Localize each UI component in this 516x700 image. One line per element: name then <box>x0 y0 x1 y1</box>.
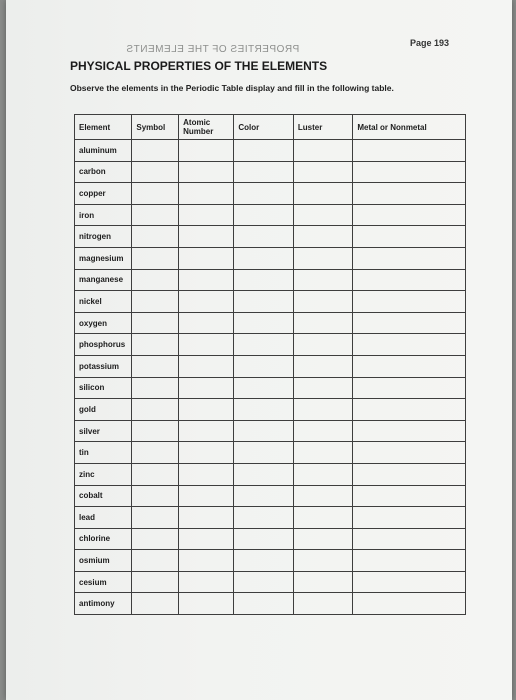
worksheet-page <box>6 0 512 700</box>
element-name-cell: zinc <box>75 463 132 485</box>
luster-cell[interactable] <box>293 355 353 377</box>
table-row <box>75 334 466 356</box>
luster-cell[interactable] <box>293 247 353 269</box>
element-name-cell: tin <box>75 442 132 464</box>
symbol-cell[interactable] <box>132 571 179 593</box>
table-row <box>75 140 466 162</box>
atomic-number-cell[interactable] <box>179 571 234 593</box>
header-symbol: Symbol <box>132 115 179 140</box>
atomic-number-cell[interactable] <box>179 269 234 291</box>
element-name-cell: antimony <box>75 593 132 615</box>
element-name-cell: cesium <box>75 571 132 593</box>
table-row <box>75 507 466 529</box>
element-name-cell: cobalt <box>75 485 132 507</box>
color-cell[interactable] <box>234 485 294 507</box>
luster-cell[interactable] <box>293 226 353 248</box>
symbol-cell[interactable] <box>132 420 179 442</box>
luster-cell[interactable] <box>293 420 353 442</box>
symbol-cell[interactable] <box>132 312 179 334</box>
symbol-cell[interactable] <box>132 269 179 291</box>
symbol-cell[interactable] <box>132 593 179 615</box>
luster-cell[interactable] <box>293 334 353 356</box>
color-cell[interactable] <box>234 593 294 615</box>
metal-or-nonmetal-cell[interactable] <box>353 312 466 334</box>
element-name-cell: nitrogen <box>75 226 132 248</box>
metal-or-nonmetal-cell[interactable] <box>353 183 466 205</box>
color-cell[interactable] <box>234 420 294 442</box>
element-name-cell: osmium <box>75 550 132 572</box>
table-row <box>75 291 466 313</box>
color-cell[interactable] <box>234 161 294 183</box>
metal-or-nonmetal-cell[interactable] <box>353 161 466 183</box>
symbol-cell[interactable] <box>132 399 179 421</box>
color-cell[interactable] <box>234 247 294 269</box>
atomic-number-cell[interactable] <box>179 355 234 377</box>
header-luster: Luster <box>293 115 353 140</box>
color-cell[interactable] <box>234 399 294 421</box>
color-cell[interactable] <box>234 269 294 291</box>
atomic-number-cell[interactable] <box>179 183 234 205</box>
luster-cell[interactable] <box>293 528 353 550</box>
atomic-number-cell[interactable] <box>179 420 234 442</box>
symbol-cell[interactable] <box>132 442 179 464</box>
atomic-number-cell[interactable] <box>179 247 234 269</box>
symbol-cell[interactable] <box>132 247 179 269</box>
atomic-number-cell[interactable] <box>179 485 234 507</box>
metal-or-nonmetal-cell[interactable] <box>353 226 466 248</box>
metal-or-nonmetal-cell[interactable] <box>353 442 466 464</box>
element-name-cell: magnesium <box>75 247 132 269</box>
luster-cell[interactable] <box>293 183 353 205</box>
metal-or-nonmetal-cell[interactable] <box>353 485 466 507</box>
table-row <box>75 442 466 464</box>
table-row <box>75 312 466 334</box>
luster-cell[interactable] <box>293 507 353 529</box>
atomic-number-cell[interactable] <box>179 312 234 334</box>
luster-cell[interactable] <box>293 571 353 593</box>
element-name-cell: silicon <box>75 377 132 399</box>
table-row <box>75 161 466 183</box>
metal-or-nonmetal-cell[interactable] <box>353 204 466 226</box>
metal-or-nonmetal-cell[interactable] <box>353 291 466 313</box>
header-metal-or-nonmetal: Metal or Nonmetal <box>353 115 466 140</box>
atomic-number-cell[interactable] <box>179 399 234 421</box>
symbol-cell[interactable] <box>132 528 179 550</box>
atomic-number-cell[interactable] <box>179 463 234 485</box>
color-cell[interactable] <box>234 312 294 334</box>
elements-table <box>74 114 466 615</box>
element-name-cell: copper <box>75 183 132 205</box>
metal-or-nonmetal-cell[interactable] <box>353 247 466 269</box>
metal-or-nonmetal-cell[interactable] <box>353 550 466 572</box>
metal-or-nonmetal-cell[interactable] <box>353 269 466 291</box>
luster-cell[interactable] <box>293 593 353 615</box>
element-name-cell: gold <box>75 399 132 421</box>
table-row <box>75 485 466 507</box>
color-cell[interactable] <box>234 507 294 529</box>
table-row <box>75 420 466 442</box>
atomic-number-cell[interactable] <box>179 140 234 162</box>
header-element: Element <box>75 115 132 140</box>
element-name-cell: oxygen <box>75 312 132 334</box>
header-color: Color <box>234 115 294 140</box>
symbol-cell[interactable] <box>132 377 179 399</box>
bleed-through-text: PROPERTIES OF THE ELEMENTS <box>126 44 300 55</box>
table-row <box>75 399 466 421</box>
luster-cell[interactable] <box>293 485 353 507</box>
color-cell[interactable] <box>234 204 294 226</box>
atomic-number-cell[interactable] <box>179 593 234 615</box>
metal-or-nonmetal-cell[interactable] <box>353 399 466 421</box>
metal-or-nonmetal-cell[interactable] <box>353 571 466 593</box>
color-cell[interactable] <box>234 571 294 593</box>
color-cell[interactable] <box>234 183 294 205</box>
metal-or-nonmetal-cell[interactable] <box>353 355 466 377</box>
page-number: Page 193 <box>410 38 450 48</box>
element-name-cell: manganese <box>75 269 132 291</box>
metal-or-nonmetal-cell[interactable] <box>353 528 466 550</box>
luster-cell[interactable] <box>293 399 353 421</box>
color-cell[interactable] <box>234 226 294 248</box>
atomic-number-cell[interactable] <box>179 226 234 248</box>
table-row <box>75 377 466 399</box>
symbol-cell[interactable] <box>132 463 179 485</box>
table-row <box>75 550 466 572</box>
luster-cell[interactable] <box>293 140 353 162</box>
table-header-row <box>75 115 466 140</box>
luster-cell[interactable] <box>293 269 353 291</box>
color-cell[interactable] <box>234 528 294 550</box>
symbol-cell[interactable] <box>132 507 179 529</box>
header-atomic-number: Atomic Number <box>179 115 234 140</box>
atomic-number-cell[interactable] <box>179 507 234 529</box>
luster-cell[interactable] <box>293 377 353 399</box>
color-cell[interactable] <box>234 463 294 485</box>
metal-or-nonmetal-cell[interactable] <box>353 507 466 529</box>
element-name-cell: carbon <box>75 161 132 183</box>
symbol-cell[interactable] <box>132 161 179 183</box>
symbol-cell[interactable] <box>132 204 179 226</box>
element-name-cell: lead <box>75 507 132 529</box>
atomic-number-cell[interactable] <box>179 161 234 183</box>
luster-cell[interactable] <box>293 291 353 313</box>
metal-or-nonmetal-cell[interactable] <box>353 334 466 356</box>
color-cell[interactable] <box>234 140 294 162</box>
element-name-cell: phosphorus <box>75 334 132 356</box>
table-row <box>75 463 466 485</box>
atomic-number-cell[interactable] <box>179 291 234 313</box>
color-cell[interactable] <box>234 377 294 399</box>
page-title: PHYSICAL PROPERTIES OF THE ELEMENTS <box>70 59 328 73</box>
table-row <box>75 226 466 248</box>
element-name-cell: potassium <box>75 355 132 377</box>
symbol-cell[interactable] <box>132 226 179 248</box>
luster-cell[interactable] <box>293 312 353 334</box>
color-cell[interactable] <box>234 291 294 313</box>
symbol-cell[interactable] <box>132 355 179 377</box>
luster-cell[interactable] <box>293 463 353 485</box>
metal-or-nonmetal-cell[interactable] <box>353 463 466 485</box>
instructions: Observe the elements in the Periodic Table display and fill in the following table. <box>70 83 394 93</box>
symbol-cell[interactable] <box>132 183 179 205</box>
atomic-number-cell[interactable] <box>179 204 234 226</box>
table-row <box>75 183 466 205</box>
color-cell[interactable] <box>234 355 294 377</box>
atomic-number-cell[interactable] <box>179 550 234 572</box>
color-cell[interactable] <box>234 442 294 464</box>
color-cell[interactable] <box>234 550 294 572</box>
symbol-cell[interactable] <box>132 334 179 356</box>
luster-cell[interactable] <box>293 442 353 464</box>
table-row <box>75 571 466 593</box>
atomic-number-cell[interactable] <box>179 442 234 464</box>
luster-cell[interactable] <box>293 550 353 572</box>
table-row <box>75 593 466 615</box>
element-name-cell: silver <box>75 420 132 442</box>
table-row <box>75 247 466 269</box>
atomic-number-cell[interactable] <box>179 334 234 356</box>
table-row <box>75 355 466 377</box>
symbol-cell[interactable] <box>132 291 179 313</box>
metal-or-nonmetal-cell[interactable] <box>353 377 466 399</box>
table-row <box>75 204 466 226</box>
atomic-number-cell[interactable] <box>179 528 234 550</box>
metal-or-nonmetal-cell[interactable] <box>353 593 466 615</box>
symbol-cell[interactable] <box>132 550 179 572</box>
symbol-cell[interactable] <box>132 140 179 162</box>
table-row <box>75 528 466 550</box>
color-cell[interactable] <box>234 334 294 356</box>
atomic-number-cell[interactable] <box>179 377 234 399</box>
element-name-cell: iron <box>75 204 132 226</box>
table-row <box>75 269 466 291</box>
symbol-cell[interactable] <box>132 485 179 507</box>
luster-cell[interactable] <box>293 204 353 226</box>
element-name-cell: nickel <box>75 291 132 313</box>
metal-or-nonmetal-cell[interactable] <box>353 140 466 162</box>
element-name-cell: aluminum <box>75 140 132 162</box>
luster-cell[interactable] <box>293 161 353 183</box>
element-name-cell: chlorine <box>75 528 132 550</box>
metal-or-nonmetal-cell[interactable] <box>353 420 466 442</box>
